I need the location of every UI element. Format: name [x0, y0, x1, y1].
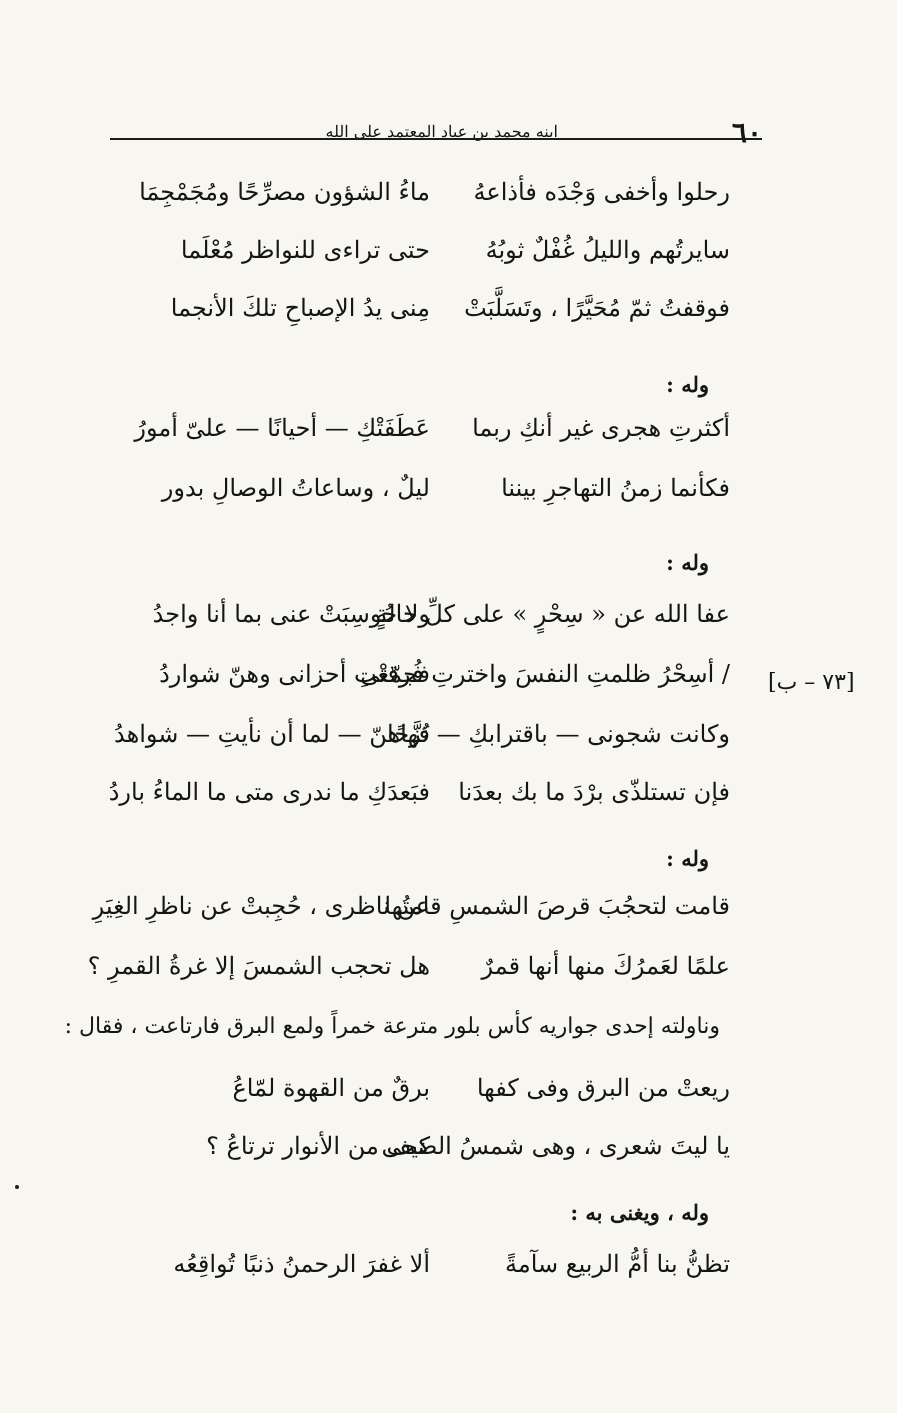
verse-line — [130, 414, 730, 454]
verse-line — [87, 952, 730, 992]
verse-line — [130, 600, 730, 640]
first-hemistich: يا ليتَ شعرى ، وهى شمسُ الضحى — [381, 1132, 730, 1160]
first-hemistich: فوقفتُ ثمّ مُحَيَّرًا ، وتَسَلَّبَتْ — [464, 294, 730, 322]
second-hemistich: ماءُ الشؤون مصرِّحًا ومُجَمْجِمَا — [139, 178, 430, 206]
header-rule — [110, 138, 762, 140]
first-hemistich: رحلوا وأخفى وَجْدَه فأذاعهُ — [473, 178, 730, 206]
first-hemistich: قامت لتحجُبَ قرصَ الشمسِ قامتُها — [384, 892, 730, 920]
verse-line — [130, 236, 730, 276]
second-hemistich: حتى تراءى للنواظر مُعْلَما — [180, 236, 430, 264]
second-hemistich: فبَعدَكِ ما ندرى متى ما الماءُ باردُ — [108, 778, 430, 806]
verse-line — [92, 892, 730, 932]
prose-line: وناولته إحدى جواريه كأس بلور مترعة خمراً ولمع البرق فارتاعت ، فقال : — [64, 1014, 720, 1039]
first-hemistich: / أسِحْرُ ظلمتِ النفسَ واخترتِ فُرقتى — [360, 660, 730, 688]
second-hemistich: فجمّعْتِ أحزانى وهنّ شواردُ — [159, 660, 430, 688]
second-hemistich: ولا حُوسِبَتْ عنى بما أنا واجدُ — [152, 600, 430, 628]
verse-line — [108, 778, 730, 818]
first-hemistich: تظنُّ بنا أمُّ الربيع سآمةً — [505, 1250, 730, 1278]
second-hemistich: فهاهنّ — لما أن نأيتِ — شواهدُ — [113, 720, 430, 748]
first-hemistich: فإن تستلذّى برْدَ ما بك بعدَنا — [458, 778, 730, 806]
poem-intro: وله ، ويغنى به : — [570, 1200, 709, 1225]
page-header — [110, 112, 770, 149]
verse-line — [130, 294, 730, 334]
poem-intro: وله : — [666, 846, 709, 871]
poem-intro: وله : — [666, 372, 709, 397]
second-hemistich: مِنى يدُ الإصباحِ تلكَ الأنجما — [170, 294, 430, 322]
verse-line — [130, 660, 730, 700]
second-hemistich: ألا غفرَ الرحمنُ ذنبًا تُواقِعُه — [173, 1250, 430, 1278]
verse-line — [130, 178, 730, 218]
second-hemistich: كيف من الأنوار ترتاعُ ؟ — [206, 1132, 430, 1160]
second-hemistich: برقٌ من القهوة لمّاعُ — [232, 1074, 430, 1102]
first-hemistich: علمًا لعَمرُكَ منها أنها قمرٌ — [481, 952, 730, 980]
first-hemistich: أكثرتِ هجرى غير أنكِ ربما — [472, 414, 730, 442]
verse-line — [130, 474, 730, 514]
second-hemistich: هل تحجب الشمسَ إلا غرةُ القمرِ ؟ — [87, 952, 430, 980]
second-hemistich: عن ناظرى ، حُجِبتْ عن ناظرِ الغِيَرِ — [92, 892, 430, 920]
first-hemistich: ريعتْ من البرق وفى كفها — [476, 1074, 730, 1102]
first-hemistich: وكانت شجونى — باقترابكِ — نُزَّحًا — [387, 720, 730, 748]
first-hemistich: فكأنما زمنُ التهاجرِ بيننا — [501, 474, 730, 502]
verse-line — [113, 720, 730, 760]
first-hemistich: سايرتُهم والليلُ غُفْلٌ ثوبُهُ — [485, 236, 730, 264]
first-hemistich: عفا الله عن « سِحْرٍ » على كلِّ حالةٍ — [375, 600, 730, 628]
verse-line — [130, 1250, 730, 1290]
verse-line — [130, 1074, 730, 1114]
second-hemistich: ليلٌ ، وساعاتُ الوصالِ بدور — [161, 474, 430, 502]
second-hemistich: عَطَفَتْكِ — أحيانًا — علىّ أمورُ — [134, 414, 430, 442]
running-title: ابنه محمد بن عباد المعتمد على الله — [325, 122, 558, 141]
ink-speck — [15, 1185, 19, 1189]
poem-intro: وله : — [666, 550, 709, 575]
verse-line — [130, 1132, 730, 1172]
page-number: ٦٠ — [731, 116, 762, 149]
folio-reference: [٧٣ – ب] — [768, 670, 855, 695]
